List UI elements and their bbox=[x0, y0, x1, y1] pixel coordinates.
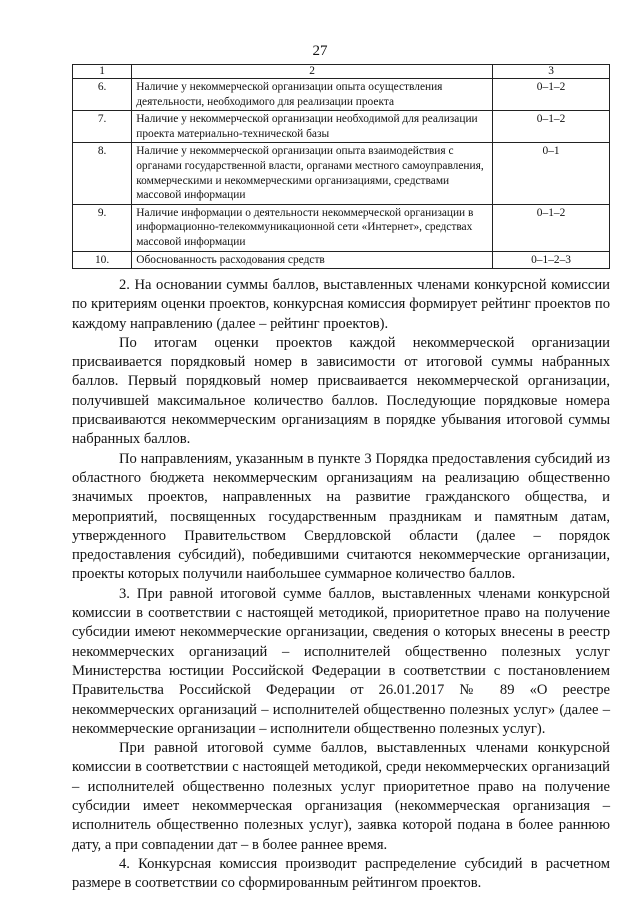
table-row bbox=[73, 204, 610, 251]
row-number: 6. bbox=[73, 79, 132, 111]
paragraph: По итогам оценки проектов каждой некоммерческой организации присваивается порядковый номер в зависимости от итоговой суммы набранных баллов. Первый порядковый номер присваивается некоммерческой организации, получившей максимальное количество баллов. Последующие порядковые номера присваиваются некоммерческим организациям в порядке убывания итоговой суммы набранных баллов. bbox=[72, 334, 610, 448]
row-score: 0–1–2 bbox=[493, 204, 610, 251]
row-criterion: Наличие у некоммерческой организации опыта взаимодействия с органами государственной власти, органами местного самоуправления, коммерческими и некоммерческими организациями, средствами массовой информации bbox=[132, 143, 493, 204]
row-number: 10. bbox=[73, 251, 132, 269]
row-number: 7. bbox=[73, 111, 132, 143]
page-number: 27 bbox=[312, 43, 328, 59]
row-score: 0–1–2–3 bbox=[493, 251, 610, 269]
paragraph: 3. При равной итоговой сумме баллов, выставленных членами конкурсной комиссии в соответствии с настоящей методикой, приоритетное право на получение субсидии имеют некоммерческие организации, сведения о которых внесены в реестр некоммерческих организаций – исполнителей общественно полезных услуг Министерства юстиции Российской Федерации в соответствии с постановлением Правительства Российской Федерации от 26.01.2017 № 89 «О реестре некоммерческих организаций – исполнителей общественно полезных услуг» (далее – некоммерческие организации – исполнители общественно полезных услуг). bbox=[72, 585, 610, 737]
row-criterion: Наличие у некоммерческой организации опыта осуществления деятельности, необходимого для реализации проекта bbox=[132, 79, 493, 111]
paragraph: 2. На основании суммы баллов, выставленных членами конкурсной комиссии по критериям оценки проектов, конкурсная комиссия формирует рейтинг проектов по каждому направлению (далее – рейтинг проектов). bbox=[72, 277, 610, 332]
criteria-table bbox=[72, 64, 610, 269]
row-score: 0–1 bbox=[493, 143, 610, 204]
header-col-number: 1 bbox=[73, 65, 132, 79]
header-col-criterion: 2 bbox=[132, 65, 493, 79]
table-header-row bbox=[73, 65, 610, 79]
header-col-score: 3 bbox=[493, 65, 610, 79]
row-number: 9. bbox=[73, 204, 132, 251]
table-row bbox=[73, 143, 610, 204]
paragraph: При равной итоговой сумме баллов, выставленных членами конкурсной комиссии в соответствии с настоящей методикой, среди некоммерческих организаций – исполнителей общественно полезных услуг приоритетное право на получение субсидии имеет некоммерческая организация (некоммерческая организация – исполнитель общественно полезных услуг), заявка которой подана в более раннюю дату, а при совпадении дат – в более раннее время. bbox=[72, 740, 610, 853]
row-criterion: Обоснованность расходования средств bbox=[132, 251, 493, 269]
row-number: 8. bbox=[73, 143, 132, 204]
row-score: 0–1–2 bbox=[493, 79, 610, 111]
row-criterion: Наличие у некоммерческой организации необходимой для реализации проекта материально-технической базы bbox=[132, 111, 493, 143]
paragraph: 4. Конкурсная комиссия производит распределение субсидий в расчетном размере в соответствии со сформированным рейтингом проектов. bbox=[72, 855, 610, 892]
table-row bbox=[73, 111, 610, 143]
row-score: 0–1–2 bbox=[493, 111, 610, 143]
table-row bbox=[73, 251, 610, 269]
table-row bbox=[73, 79, 610, 111]
body-text bbox=[72, 276, 610, 894]
paragraph: По направлениям, указанным в пункте 3 Порядка предоставления субсидий из областного бюджета некоммерческим организациям на реализацию общественно значимых проектов, направленных на развитие гражданского общества, и мероприятий, посвященных государственным праздникам и памятным датам, утвержденного Правительством Свердловской области (далее – порядок предоставления субсидий), победившими считаются некоммерческие организации, проекты которых получили наибольшее суммарное количество баллов. bbox=[72, 450, 610, 583]
row-criterion: Наличие информации о деятельности некоммерческой организации в информационно-телекоммуникационной сети «Интернет», средствах массовой информации bbox=[132, 204, 493, 251]
